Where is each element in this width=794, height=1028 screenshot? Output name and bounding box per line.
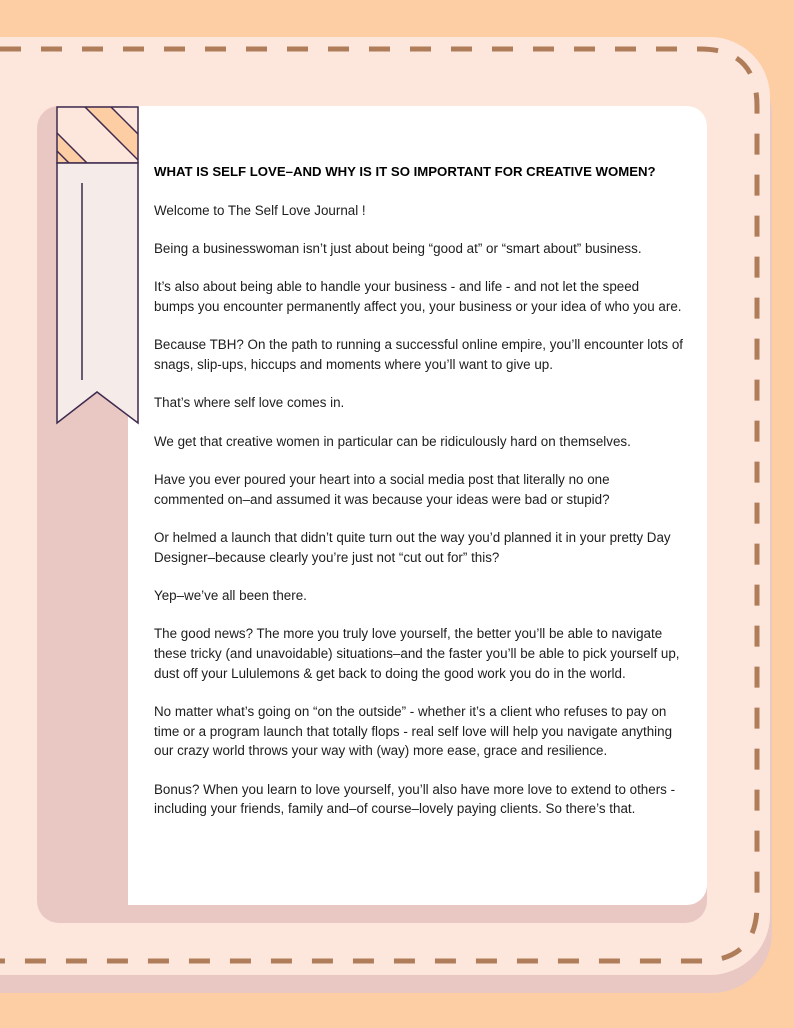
- paragraph: Because TBH? On the path to running a successful online empire, you’ll encounter lots of snags, slip-ups, hiccups and moments where you’ll want to give up.: [154, 337, 683, 372]
- article: [154, 162, 699, 838]
- paragraph: Or helmed a launch that didn’t quite turn out the way you’d planned it in your pretty Day Designer–because clearly you’re just not “cut out for” this?: [154, 530, 671, 565]
- bookmark-icon: [55, 105, 141, 427]
- paragraph: No matter what’s going on “on the outside” - whether it’s a client who refuses to pay on time or a program launch that totally flops - real self love will help you navigate anything our crazy world throws your way with (way) more ease, grace and resilience.: [154, 704, 673, 759]
- paragraph: Have you ever poured your heart into a social media post that literally no one commented on–and assumed it was because your ideas were bad or stupid?: [154, 472, 610, 507]
- paragraph: Yep–we’ve all been there.: [154, 588, 307, 604]
- paragraph: The good news? The more you truly love yourself, the better you’ll be able to navigate these tricky (and unavoidable) situations–and the faster you’ll be able to pick yourself up, dust off your Lululemons & get back to doing the good work you do in the world.: [154, 626, 680, 681]
- paragraph: Bonus? When you learn to love yourself, you’ll also have more love to extend to others - including your friends, family and–of course–lovely paying clients. So there’s that.: [154, 781, 676, 817]
- paragraph: Being a businesswoman isn’t just about being “good at” or “smart about” business.: [154, 240, 642, 256]
- page-title: WHAT IS SELF LOVE–AND WHY IS IT SO IMPORTANT FOR CREATIVE WOMEN?: [154, 164, 656, 179]
- paragraph: We get that creative women in particular can be ridiculously hard on themselves.: [154, 433, 631, 449]
- paragraph: It’s also about being able to handle your business - and life - and not let the speed bumps you encounter permanently affect you, your business or your idea of who you are.: [154, 279, 682, 314]
- paragraph: Welcome to The Self Love Journal !: [154, 202, 366, 218]
- paragraph: That’s where self love comes in.: [154, 395, 345, 411]
